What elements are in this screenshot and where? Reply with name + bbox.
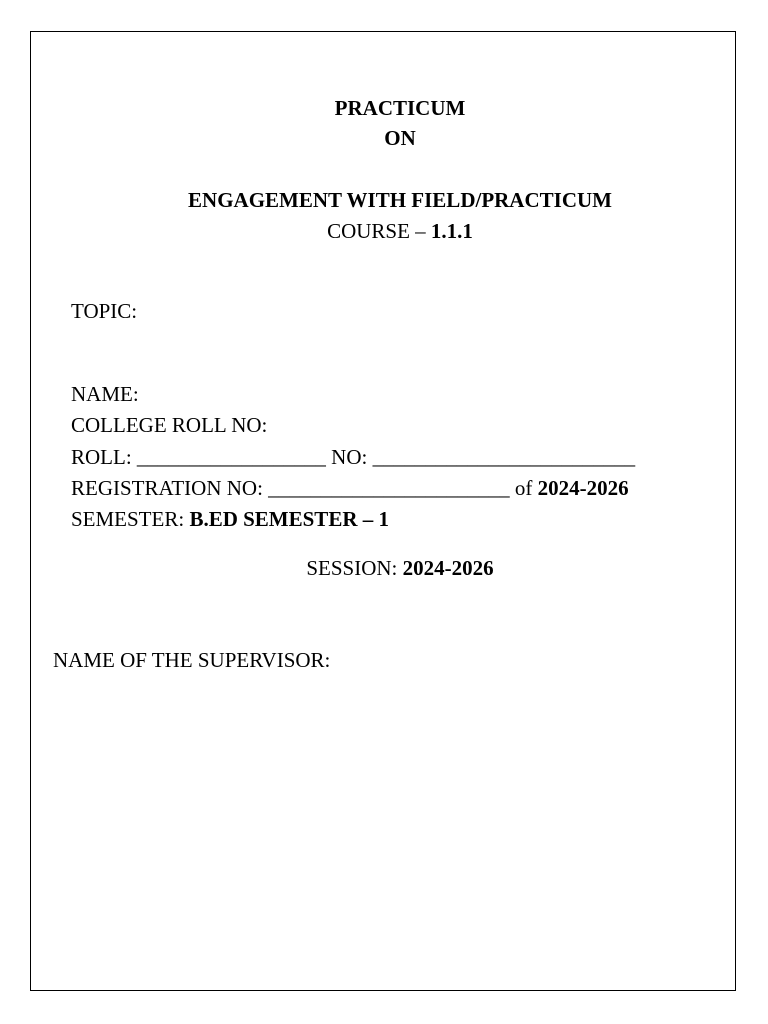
course-title: ENGAGEMENT WITH FIELD/PRACTICUM: [188, 188, 612, 212]
no-blank: _________________________: [372, 445, 636, 469]
session-row: [0, 558, 768, 579]
course-prefix: COURSE –: [327, 219, 431, 243]
name-label: NAME:: [71, 382, 139, 406]
session-value: 2024-2026: [402, 556, 494, 580]
supervisor-label: NAME OF THE SUPERVISOR:: [53, 648, 331, 672]
title-practicum: PRACTICUM: [334, 96, 466, 120]
title-on: ON: [384, 126, 416, 150]
college-roll-label: COLLEGE ROLL NO:: [71, 413, 268, 437]
course-line: [0, 221, 768, 242]
registration-label: REGISTRATION NO:: [71, 476, 269, 500]
topic-label: TOPIC:: [71, 299, 138, 323]
session-label: SESSION:: [306, 556, 403, 580]
registration-row: [71, 478, 629, 499]
semester-row: [71, 509, 389, 530]
roll-blank: __________________: [136, 445, 326, 469]
registration-years: 2024-2026: [537, 476, 629, 500]
registration-of: of: [509, 476, 538, 500]
course-number: 1.1.1: [430, 219, 473, 243]
semester-label: SEMESTER:: [71, 507, 190, 531]
semester-value: B.ED SEMESTER – 1: [189, 507, 389, 531]
roll-label: ROLL:: [71, 445, 137, 469]
registration-blank: _______________________: [268, 476, 510, 500]
roll-row: [71, 447, 635, 468]
no-label: NO:: [325, 445, 373, 469]
